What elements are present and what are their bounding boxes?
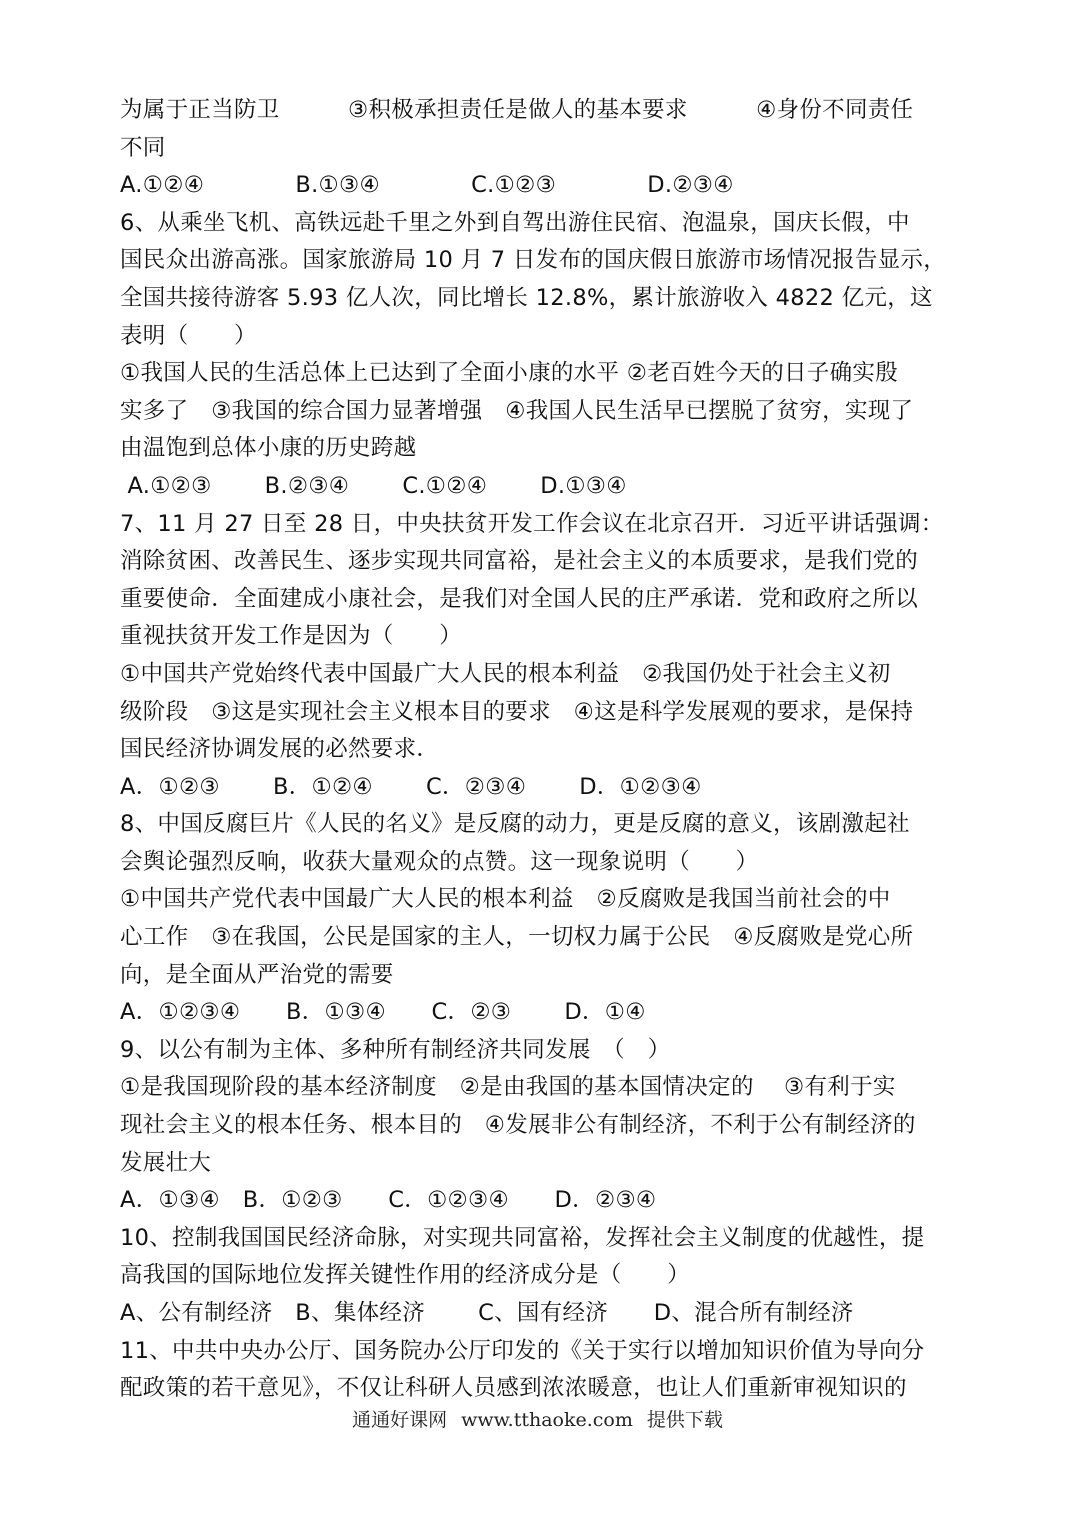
- text-line: 重要使命．全面建成小康社会，是我们对全国人民的庄严承诺．党和政府之所以: [120, 585, 919, 612]
- text-line: 7、11 月 27 日至 28 日，中央扶贫开发工作会议在北京召开．习近平讲话强调：: [120, 510, 944, 537]
- text-line: 国民众出游高涨。国家旅游局 10 月 7 日发布的国庆假日旅游市场情况报告显示，: [120, 247, 947, 274]
- text-line: A．①②③ B．①②④ C．②③④ D．①②③④: [120, 773, 702, 800]
- text-line: 全国共接待游客 5.93 亿人次，同比增长 12.8%，累计旅游收入 4822 亿元，这: [120, 284, 933, 311]
- text-line: 表明（ ）: [120, 322, 257, 349]
- text-line: A.①②③ B.②③④ C.①②④ D.①③④: [120, 472, 627, 499]
- text-line: 会舆论强烈反响，收获大量观众的点赞。这一现象说明（ ）: [120, 848, 759, 875]
- text-line: A．①②③④ B．①③④ C．②③ D．①④: [120, 999, 646, 1026]
- footer-url[interactable]: www.tthaoke.com: [461, 1409, 633, 1431]
- footer-site-name: 通通好课网: [352, 1409, 448, 1431]
- text-line: 高我国的国际地位发挥关键性作用的经济成分是（ ）: [120, 1262, 691, 1289]
- text-line: A．①③④ B．①②③ C．①②③④ D．②③④: [120, 1187, 657, 1214]
- text-line: 现社会主义的根本任务、根本目的 ④发展非公有制经济，不利于公有制经济的: [120, 1112, 916, 1139]
- text-line: 不同: [120, 134, 166, 161]
- text-line: 重视扶贫开发工作是因为（ ）: [120, 623, 463, 650]
- text-line: 11、中共中央办公厅、国务院办公厅印发的《关于实行以增加知识价值为导向分: [120, 1337, 925, 1364]
- text-line: 向，是全面从严治党的需要: [120, 961, 394, 988]
- text-line: A.①②④ B.①③④ C.①②③ D.②③④: [120, 172, 734, 199]
- footer-suffix: 提供下载: [646, 1409, 723, 1431]
- text-line: 6、从乘坐飞机、高铁远赴千里之外到自驾出游住民宿、泡温泉，国庆长假，中: [120, 209, 910, 236]
- text-line: ①中国共产党始终代表中国最广大人民的根本利益 ②我国仍处于社会主义初: [120, 660, 891, 687]
- text-line: ①是我国现阶段的基本经济制度 ②是由我国的基本国情决定的 ③有利于实: [120, 1074, 896, 1101]
- page-footer: [0, 1405, 1075, 1432]
- text-line: 实多了 ③我国的综合国力显著增强 ④我国人民生活早已摆脱了贫穷，实现了: [120, 397, 914, 424]
- text-line: 发展壮大: [120, 1149, 212, 1176]
- text-line: ①我国人民的生活总体上已达到了全面小康的水平 ②老百姓今天的日子确实殷: [120, 360, 898, 387]
- text-line: 级阶段 ③这是实现社会主义根本目的要求 ④这是科学发展观的要求，是保持: [120, 698, 914, 725]
- text-line: 消除贫困、改善民生、逐步实现共同富裕，是社会主义的本质要求，是我们党的: [120, 548, 919, 575]
- text-line: 8、中国反腐巨片《人民的名义》是反腐的动力，更是反腐的意义，该剧激起社: [120, 811, 910, 838]
- text-line: ①中国共产党代表中国最广大人民的根本利益 ②反腐败是我国当前社会的中: [120, 886, 891, 913]
- text-line: A、公有制经济 B、集体经济 C、国有经济 D、混合所有制经济: [120, 1300, 854, 1326]
- text-line: 10、控制我国国民经济命脉，对实现共同富裕，发挥社会主义制度的优越性，提: [120, 1224, 925, 1251]
- text-line: 心工作 ③在我国，公民是国家的主人，一切权力属于公民 ④反腐败是党心所: [120, 924, 914, 951]
- text-line: 为属于正当防卫 ③积极承担责任是做人的基本要求 ④身份不同责任: [120, 97, 914, 123]
- text-line: 由温饱到总体小康的历史跨越: [120, 435, 417, 462]
- text-line: 配政策的若干意见》，不仅让科研人员感到浓浓暖意，也让人们重新审视知识的: [120, 1375, 907, 1402]
- document-body: [120, 92, 990, 1408]
- text-line: 国民经济协调发展的必然要求．: [120, 736, 440, 763]
- text-line: 9、以公有制为主体、多种所有制经济共同发展 （ ）: [120, 1036, 671, 1063]
